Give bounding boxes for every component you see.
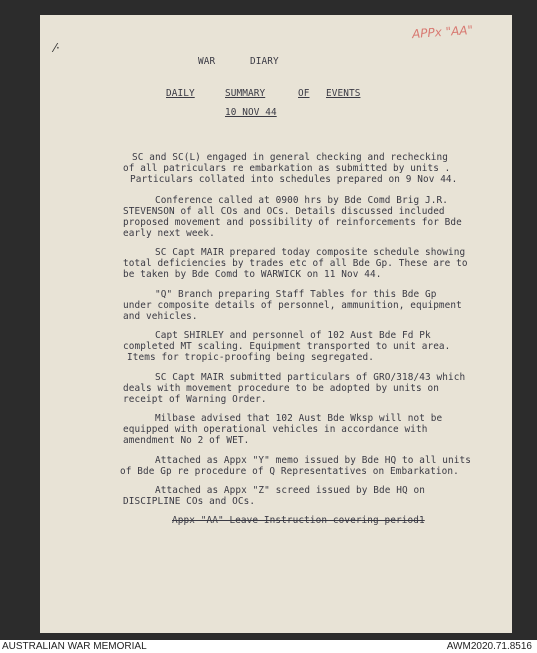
text-line: Attached as Appx "Z" screed issued by Bde HQ on (155, 485, 425, 496)
text-line: total deficiencies by trades etc of all Bde Gp. These are to (123, 258, 468, 269)
text-line: Attached as Appx "Y" memo issued by Bde HQ to all units (155, 455, 471, 466)
document-page (40, 15, 512, 633)
text-line: and vehicles. (123, 311, 198, 322)
text-line: Particulars collated into schedules prepared on 9 Nov 44. (130, 174, 458, 185)
text-line: receipt of Warning Order. (123, 394, 267, 405)
text-line: Capt SHIRLEY and personnel of 102 Aust Bde Fd Pk (155, 330, 431, 341)
text-line: be taken by Bde Comd to WARWICK on 11 Nov 44. (123, 269, 382, 280)
text-line: Milbase advised that 102 Aust Bde Wksp will not be (155, 413, 443, 424)
text-line: SC Capt MAIR submitted particulars of GRO/318/43 which (155, 372, 466, 383)
footer-institution: AUSTRALIAN WAR MEMORIAL (2, 641, 147, 652)
subtitle-of: OF (298, 88, 310, 99)
text-line: proposed movement and possibility of reinforcements for Bde (123, 217, 462, 228)
text-line: equipped with operational vehicles in accordance with (123, 424, 428, 435)
text-line: completed MT scaling. Equipment transported to unit area. (123, 341, 451, 352)
text-line: Conference called at 0900 hrs by Bde Comd Brig J.R. (155, 195, 448, 206)
text-line: STEVENSON of all COs and OCs. Details discussed included (123, 206, 445, 217)
diary-date: 10 NOV 44 (225, 107, 277, 118)
text-line: deals with movement procedure to be adopted by units on (123, 383, 439, 394)
subtitle-summary: SUMMARY (225, 88, 266, 99)
text-line: under composite details of personnel, ammunition, equipment (123, 300, 462, 311)
text-line: amendment No 2 of WET. (123, 435, 250, 446)
title-war: WAR (198, 56, 216, 67)
text-line: of Bde Gp re procedure of Q Representatives on Embarkation. (120, 466, 459, 477)
archive-footer (0, 640, 537, 653)
text-line: DISCIPLINE COs and OCs. (123, 496, 256, 507)
text-line: Items for tropic-proofing being segregated. (127, 352, 375, 363)
text-line: "Q" Branch preparing Staff Tables for this Bde Gp (155, 289, 437, 300)
subtitle-daily: DAILY (166, 88, 195, 99)
text-line: early next week. (123, 228, 215, 239)
text-line: of all patriculars re embarkation as submitted by units . (123, 163, 451, 174)
title-diary: DIARY (250, 56, 279, 67)
struck-out-line: Appx "AA" Leave Instruction covering period1 (172, 515, 425, 526)
margin-mark: ⁄· (54, 41, 60, 55)
text-line: SC and SC(L) engaged in general checking and rechecking (132, 152, 448, 163)
appendix-stamp: APPx "AA" (411, 22, 474, 42)
subtitle-events: EVENTS (326, 88, 361, 99)
text-line: SC Capt MAIR prepared today composite schedule showing (155, 247, 466, 258)
footer-accession-number: AWM2020.71.8516 (446, 641, 532, 652)
